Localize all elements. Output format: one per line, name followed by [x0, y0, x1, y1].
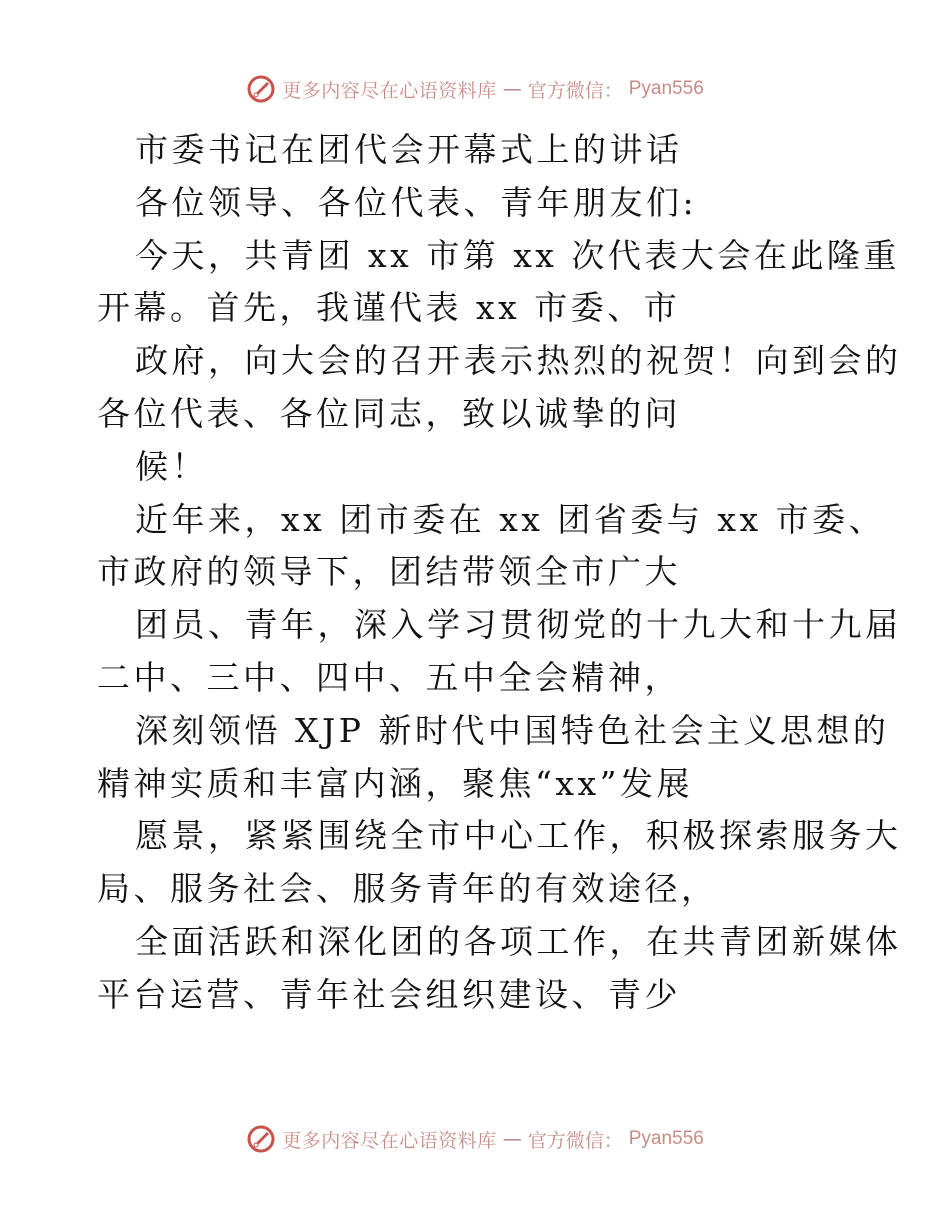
brand-logo-icon	[246, 1124, 276, 1154]
brand-logo-icon	[246, 74, 276, 104]
text-line: 政府，向大会的召开表示热烈的祝贺！向到会的	[135, 341, 902, 381]
text-line: 候！	[135, 446, 208, 486]
text-line: 愿景，紧紧围绕全市中心工作，积极探索服务大	[135, 816, 902, 856]
watermark-dash: —	[502, 78, 522, 100]
text-line: 市政府的领导下，团结带领全市广大	[97, 552, 681, 592]
document-body	[97, 124, 902, 1022]
text-line: 各位代表、各位同志，致以诚挚的问	[97, 393, 681, 433]
text-line: 开幕。首先，我谨代表 xx 市委、市	[97, 288, 681, 328]
watermark-text: 更多内容尽在心语资料库	[282, 1129, 497, 1152]
header-watermark	[0, 74, 950, 104]
watermark-official: 官方微信：	[527, 79, 623, 102]
text-line: 局、服务社会、服务青年的有效途径，	[97, 869, 718, 909]
footer-watermark	[0, 1124, 950, 1154]
text-line: 精神实质和丰富内涵，聚焦“xx”发展	[97, 763, 693, 803]
text-line: 近年来，xx 团市委在 xx 团省委与 xx 市委、	[135, 499, 886, 539]
salutation: 各位领导、各位代表、青年朋友们:	[135, 182, 698, 222]
watermark-id: Pyan556	[628, 78, 704, 99]
text-line: 团员、青年，深入学习贯彻党的十九大和十九届	[135, 605, 902, 645]
text-line: 今天，共青团 xx 市第 xx 次代表大会在此隆重	[135, 235, 900, 275]
text-line: 平台运营、青年社会组织建设、青少	[97, 974, 681, 1014]
watermark-official: 官方微信：	[527, 1129, 623, 1152]
text-line: 全面活跃和深化团的各项工作，在共青团新媒体	[135, 921, 902, 961]
watermark-id: Pyan556	[628, 1128, 704, 1149]
watermark-text: 更多内容尽在心语资料库	[282, 79, 497, 102]
text-line: 二中、三中、四中、五中全会精神，	[97, 657, 681, 697]
watermark-dash: —	[502, 1128, 522, 1150]
document-title: 市委书记在团代会开幕式上的讲话	[135, 130, 683, 169]
text-line: 深刻领悟 XJP 新时代中国特色社会主义思想的	[135, 710, 890, 750]
